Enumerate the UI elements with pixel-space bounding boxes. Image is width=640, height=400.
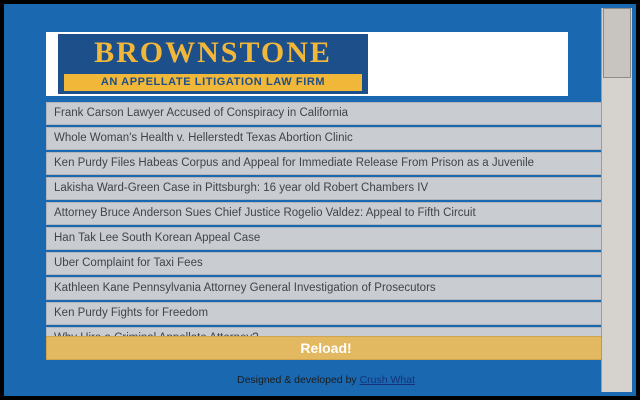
list-item[interactable]: Han Tak Lee South Korean Appeal Case bbox=[46, 227, 606, 250]
page-content bbox=[8, 8, 606, 392]
scrollbar-thumb[interactable] bbox=[603, 8, 631, 78]
list-item[interactable]: Attorney Bruce Anderson Sues Chief Justice Rogelio Valdez: Appeal to Fifth Circuit bbox=[46, 202, 606, 225]
footer-credit-link[interactable]: Crush What bbox=[359, 374, 416, 386]
list-item[interactable]: Ken Purdy Fights for Freedom bbox=[46, 302, 606, 325]
list-item[interactable]: Frank Carson Lawyer Accused of Conspiracy in California bbox=[46, 102, 606, 125]
reload-button[interactable]: Reload! bbox=[46, 336, 606, 360]
brand-tagline: AN APPELLATE LITIGATION LAW FIRM bbox=[64, 74, 362, 91]
footer-credit bbox=[46, 374, 606, 386]
brand-logo bbox=[58, 34, 368, 94]
brand-title: BROWNSTONE bbox=[94, 36, 332, 69]
list-item[interactable]: Uber Complaint for Taxi Fees bbox=[46, 252, 606, 275]
list-item[interactable]: Kathleen Kane Pennsylvania Attorney General Investigation of Prosecutors bbox=[46, 277, 606, 300]
list-item[interactable]: Whole Woman's Health v. Hellerstedt Texas Abortion Clinic bbox=[46, 127, 606, 150]
vertical-scrollbar[interactable] bbox=[601, 8, 632, 392]
list-item[interactable]: Lakisha Ward-Green Case in Pittsburgh: 16 year old Robert Chambers IV bbox=[46, 177, 606, 200]
article-list bbox=[46, 102, 606, 352]
footer-credit-text: Designed & developed by bbox=[236, 374, 360, 386]
list-item[interactable]: Ken Purdy Files Habeas Corpus and Appeal for Immediate Release From Prison as a Juvenile bbox=[46, 152, 606, 175]
